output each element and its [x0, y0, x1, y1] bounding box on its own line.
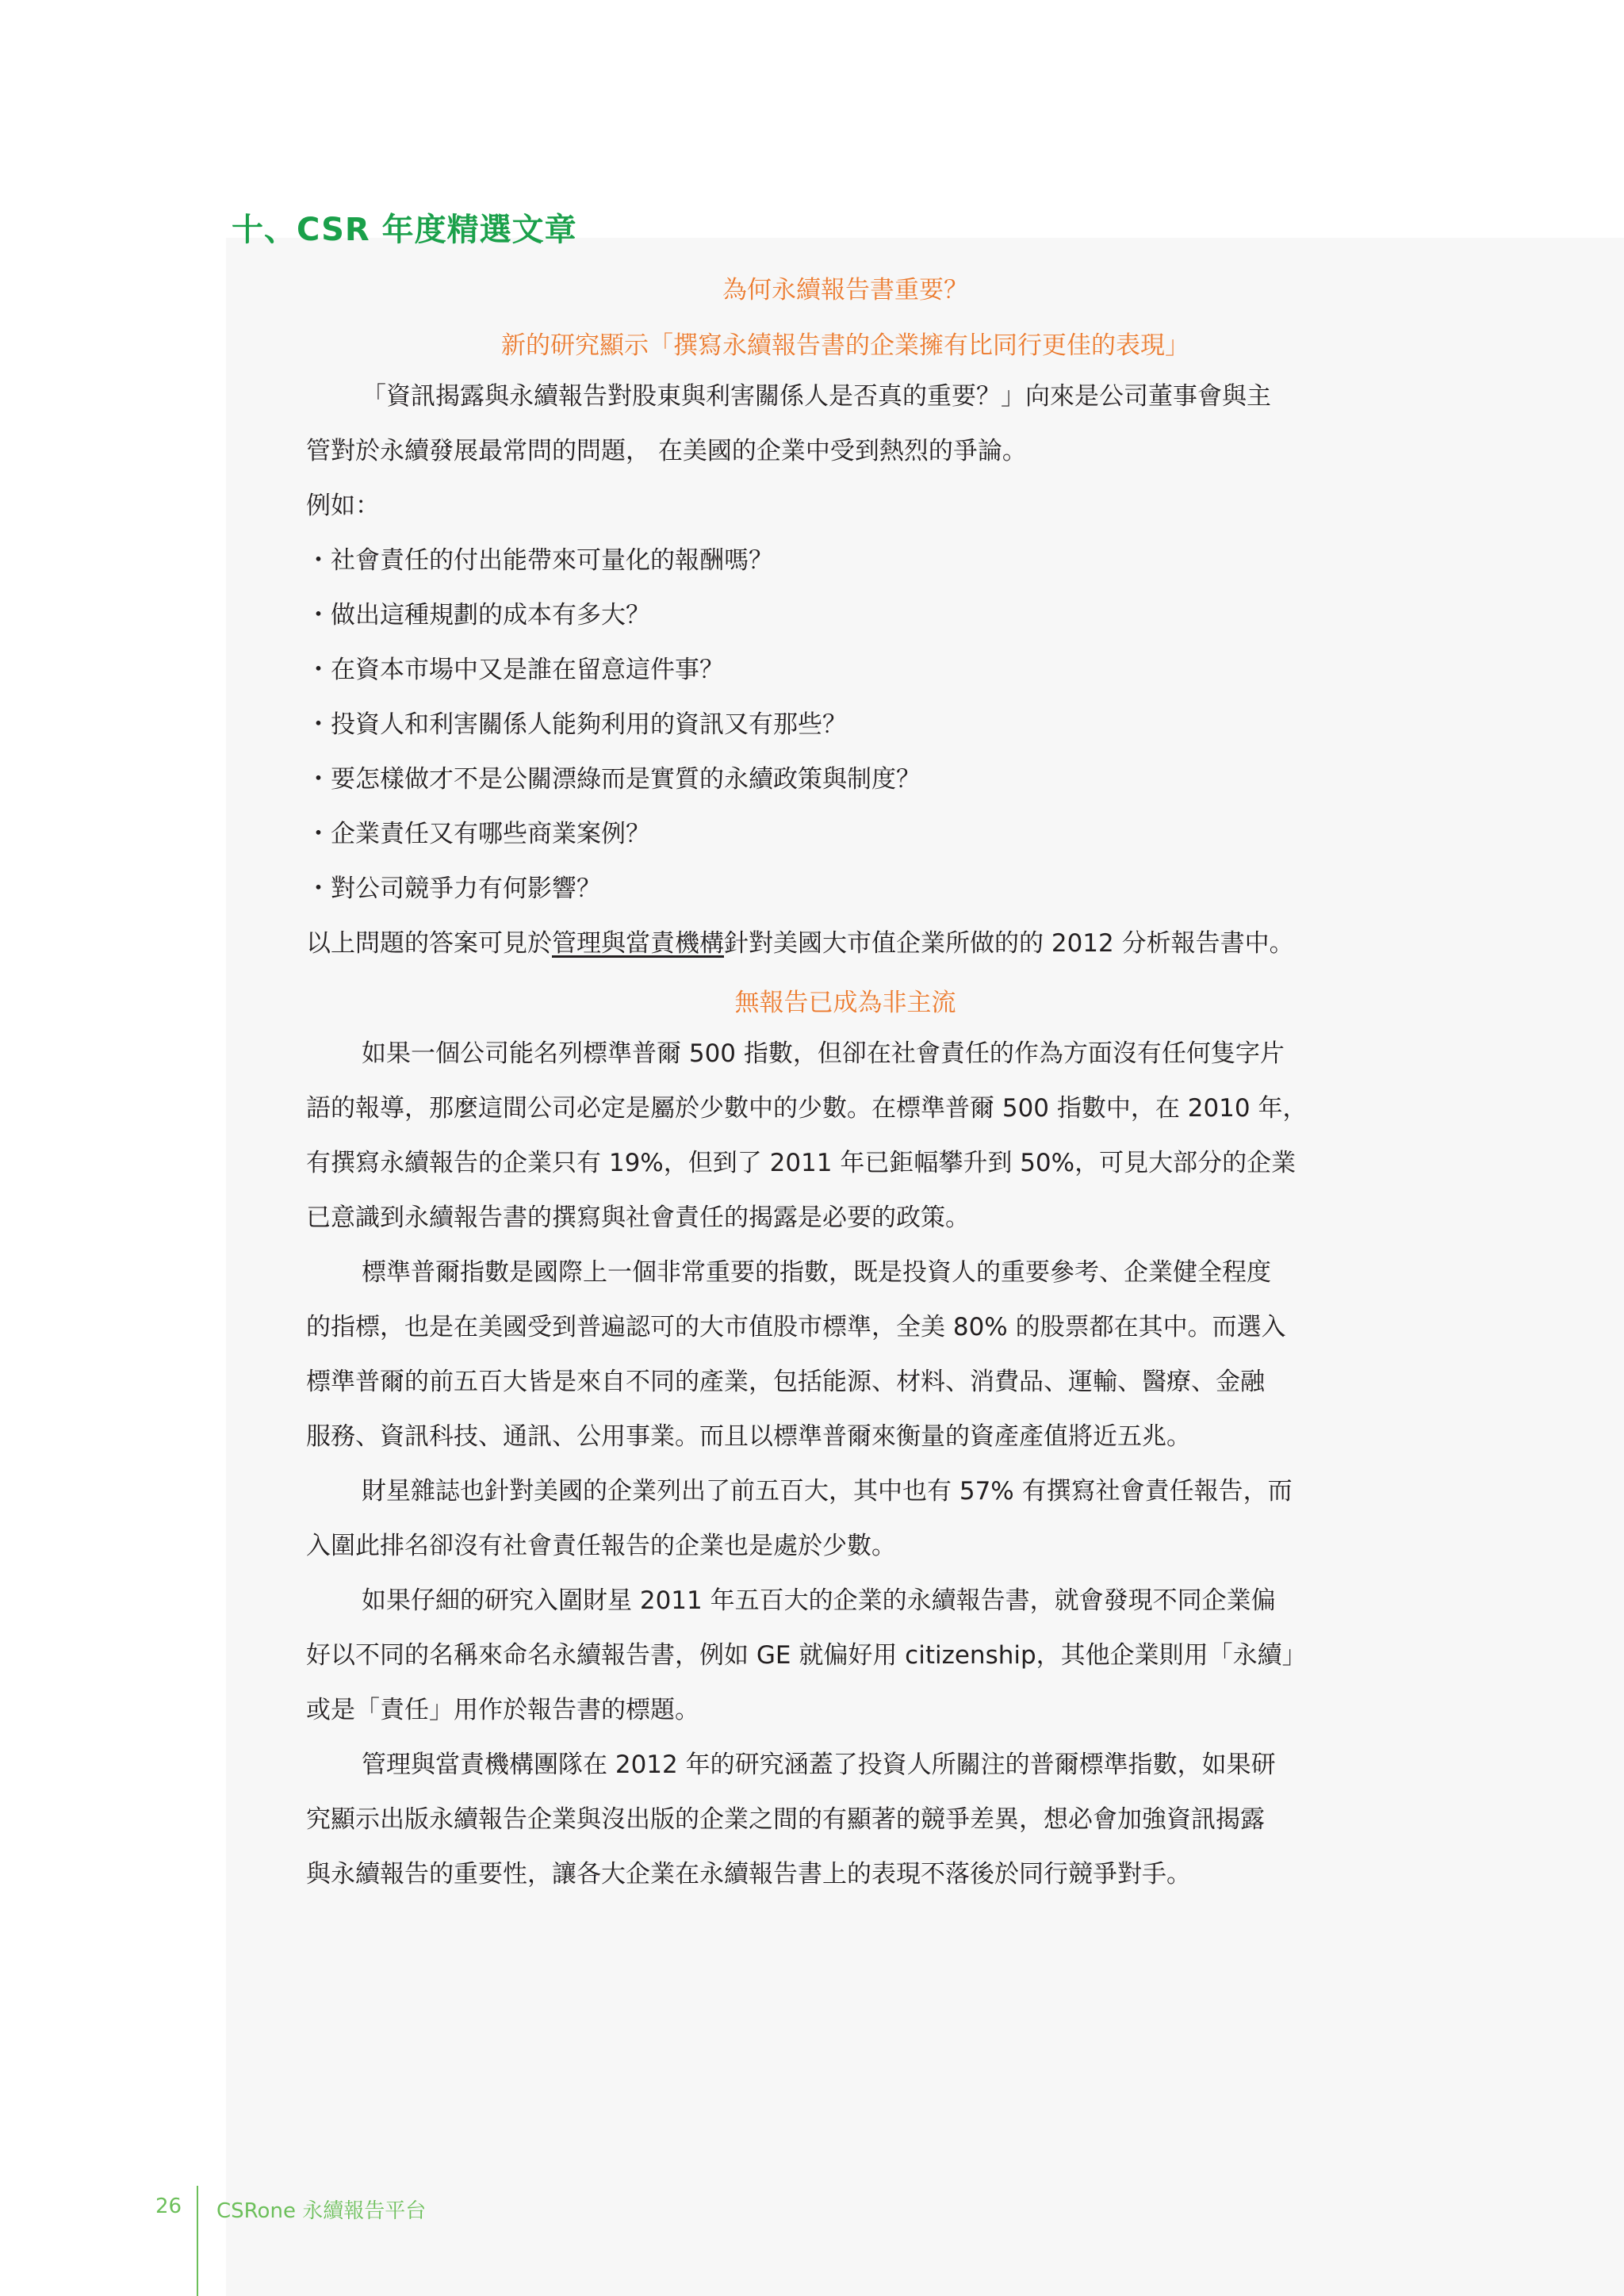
paragraph-line: 已意識到永續報告書的撰寫與社會責任的揭露是必要的政策。: [306, 1203, 970, 1232]
intro-line: 管對於永續發展最常問的問題， 在美國的企業中受到熱烈的爭論。: [306, 437, 1027, 465]
intro-line: 「資訊揭露與永續報告對股東與利害關係人是否真的重要？」向來是公司董事會與主: [362, 382, 1271, 411]
paragraph-line: 財星雜誌也針對美國的企業列出了前五百大，其中也有 57% 有撰寫社會責任報告，而: [362, 1477, 1293, 1506]
bullet-item: ・投資人和利害關係人能夠利用的資訊又有那些？: [306, 710, 847, 739]
article-subheadline: 新的研究顯示「撰寫永續報告書的企業擁有比同行更佳的表現」: [501, 331, 1189, 360]
footer-brand: CSRone 永續報告平台: [216, 2199, 427, 2223]
paragraph-line: 入圍此排名卻沒有社會責任報告的企業也是處於少數。: [306, 1532, 896, 1560]
paragraph-line: 如果仔細的研究入圍財星 2011 年五百大的企業的永續報告書，就會發現不同企業偏: [362, 1586, 1276, 1615]
article-headline: 為何永續報告書重要？: [722, 276, 968, 304]
paragraph-line: 究顯示出版永續報告企業與沒出版的企業之間的有顯著的競爭差異，想必會加強資訊揭露: [306, 1805, 1265, 1834]
answer-sentence: [306, 928, 1385, 959]
answer-prefix: 以上問題的答案可見於: [306, 929, 552, 958]
organization-link[interactable]: 管理與當責機構: [552, 929, 724, 958]
paragraph-line: 管理與當責機構團隊在 2012 年的研究涵蓋了投資人所關注的普爾標準指數，如果研: [362, 1751, 1276, 1779]
bullet-item: ・企業責任又有哪些商業案例？: [306, 820, 650, 848]
bullet-item: ・做出這種規劃的成本有多大？: [306, 601, 650, 629]
paragraph-line: 標準普爾指數是國際上一個非常重要的指數，既是投資人的重要參考、企業健全程度: [362, 1258, 1271, 1287]
paragraph-line: 有撰寫永續報告的企業只有 19%，但到了 2011 年已鉅幅攀升到 50%，可見大部分的企業: [306, 1149, 1297, 1177]
example-label: 例如：: [306, 492, 380, 520]
bullet-item: ・對公司競爭力有何影響？: [306, 874, 601, 903]
bullet-item: ・要怎樣做才不是公關漂綠而是實質的永續政策與制度？: [306, 765, 921, 794]
paragraph-line: 語的報導，那麼這間公司必定是屬於少數中的少數。在標準普爾 500 指數中，在 2010 年，: [306, 1094, 1308, 1123]
answer-suffix: 針對美國大市值企業所做的的 2012 分析報告書中。: [724, 929, 1294, 958]
footer-divider: [197, 2186, 198, 2296]
paragraph-line: 的指標，也是在美國受到普遍認可的大市值股市標準，全美 80% 的股票都在其中。而選入: [306, 1313, 1286, 1341]
bullet-item: ・社會責任的付出能帶來可量化的報酬嗎？: [306, 546, 773, 575]
paragraph-line: 服務、資訊科技、通訊、公用事業。而且以標準普爾來衡量的資產產值將近五兆。: [306, 1422, 1191, 1451]
section-title: 十、CSR 年度精選文章: [232, 212, 577, 248]
paragraph-line: 如果一個公司能名列標準普爾 500 指數，但卻在社會責任的作為方面沒有任何隻字片: [362, 1039, 1285, 1068]
paragraph-line: 標準普爾的前五百大皆是來自不同的產業，包括能源、材料、消費品、運輸、醫療、金融: [306, 1368, 1265, 1396]
paragraph-line: 與永續報告的重要性，讓各大企業在永續報告書上的表現不落後於同行競爭對手。: [306, 1860, 1191, 1888]
paragraph-line: 或是「責任」用作於報告書的標題。: [306, 1696, 699, 1724]
section-heading-no-report: 無報告已成為非主流: [734, 989, 956, 1017]
paragraph-line: 好以不同的名稱來命名永續報告書，例如 GE 就偏好用 citizenship，其他企業則用「永續」: [306, 1641, 1307, 1670]
page-number: 26: [155, 2195, 182, 2218]
bullet-item: ・在資本市場中又是誰在留意這件事？: [306, 656, 724, 684]
